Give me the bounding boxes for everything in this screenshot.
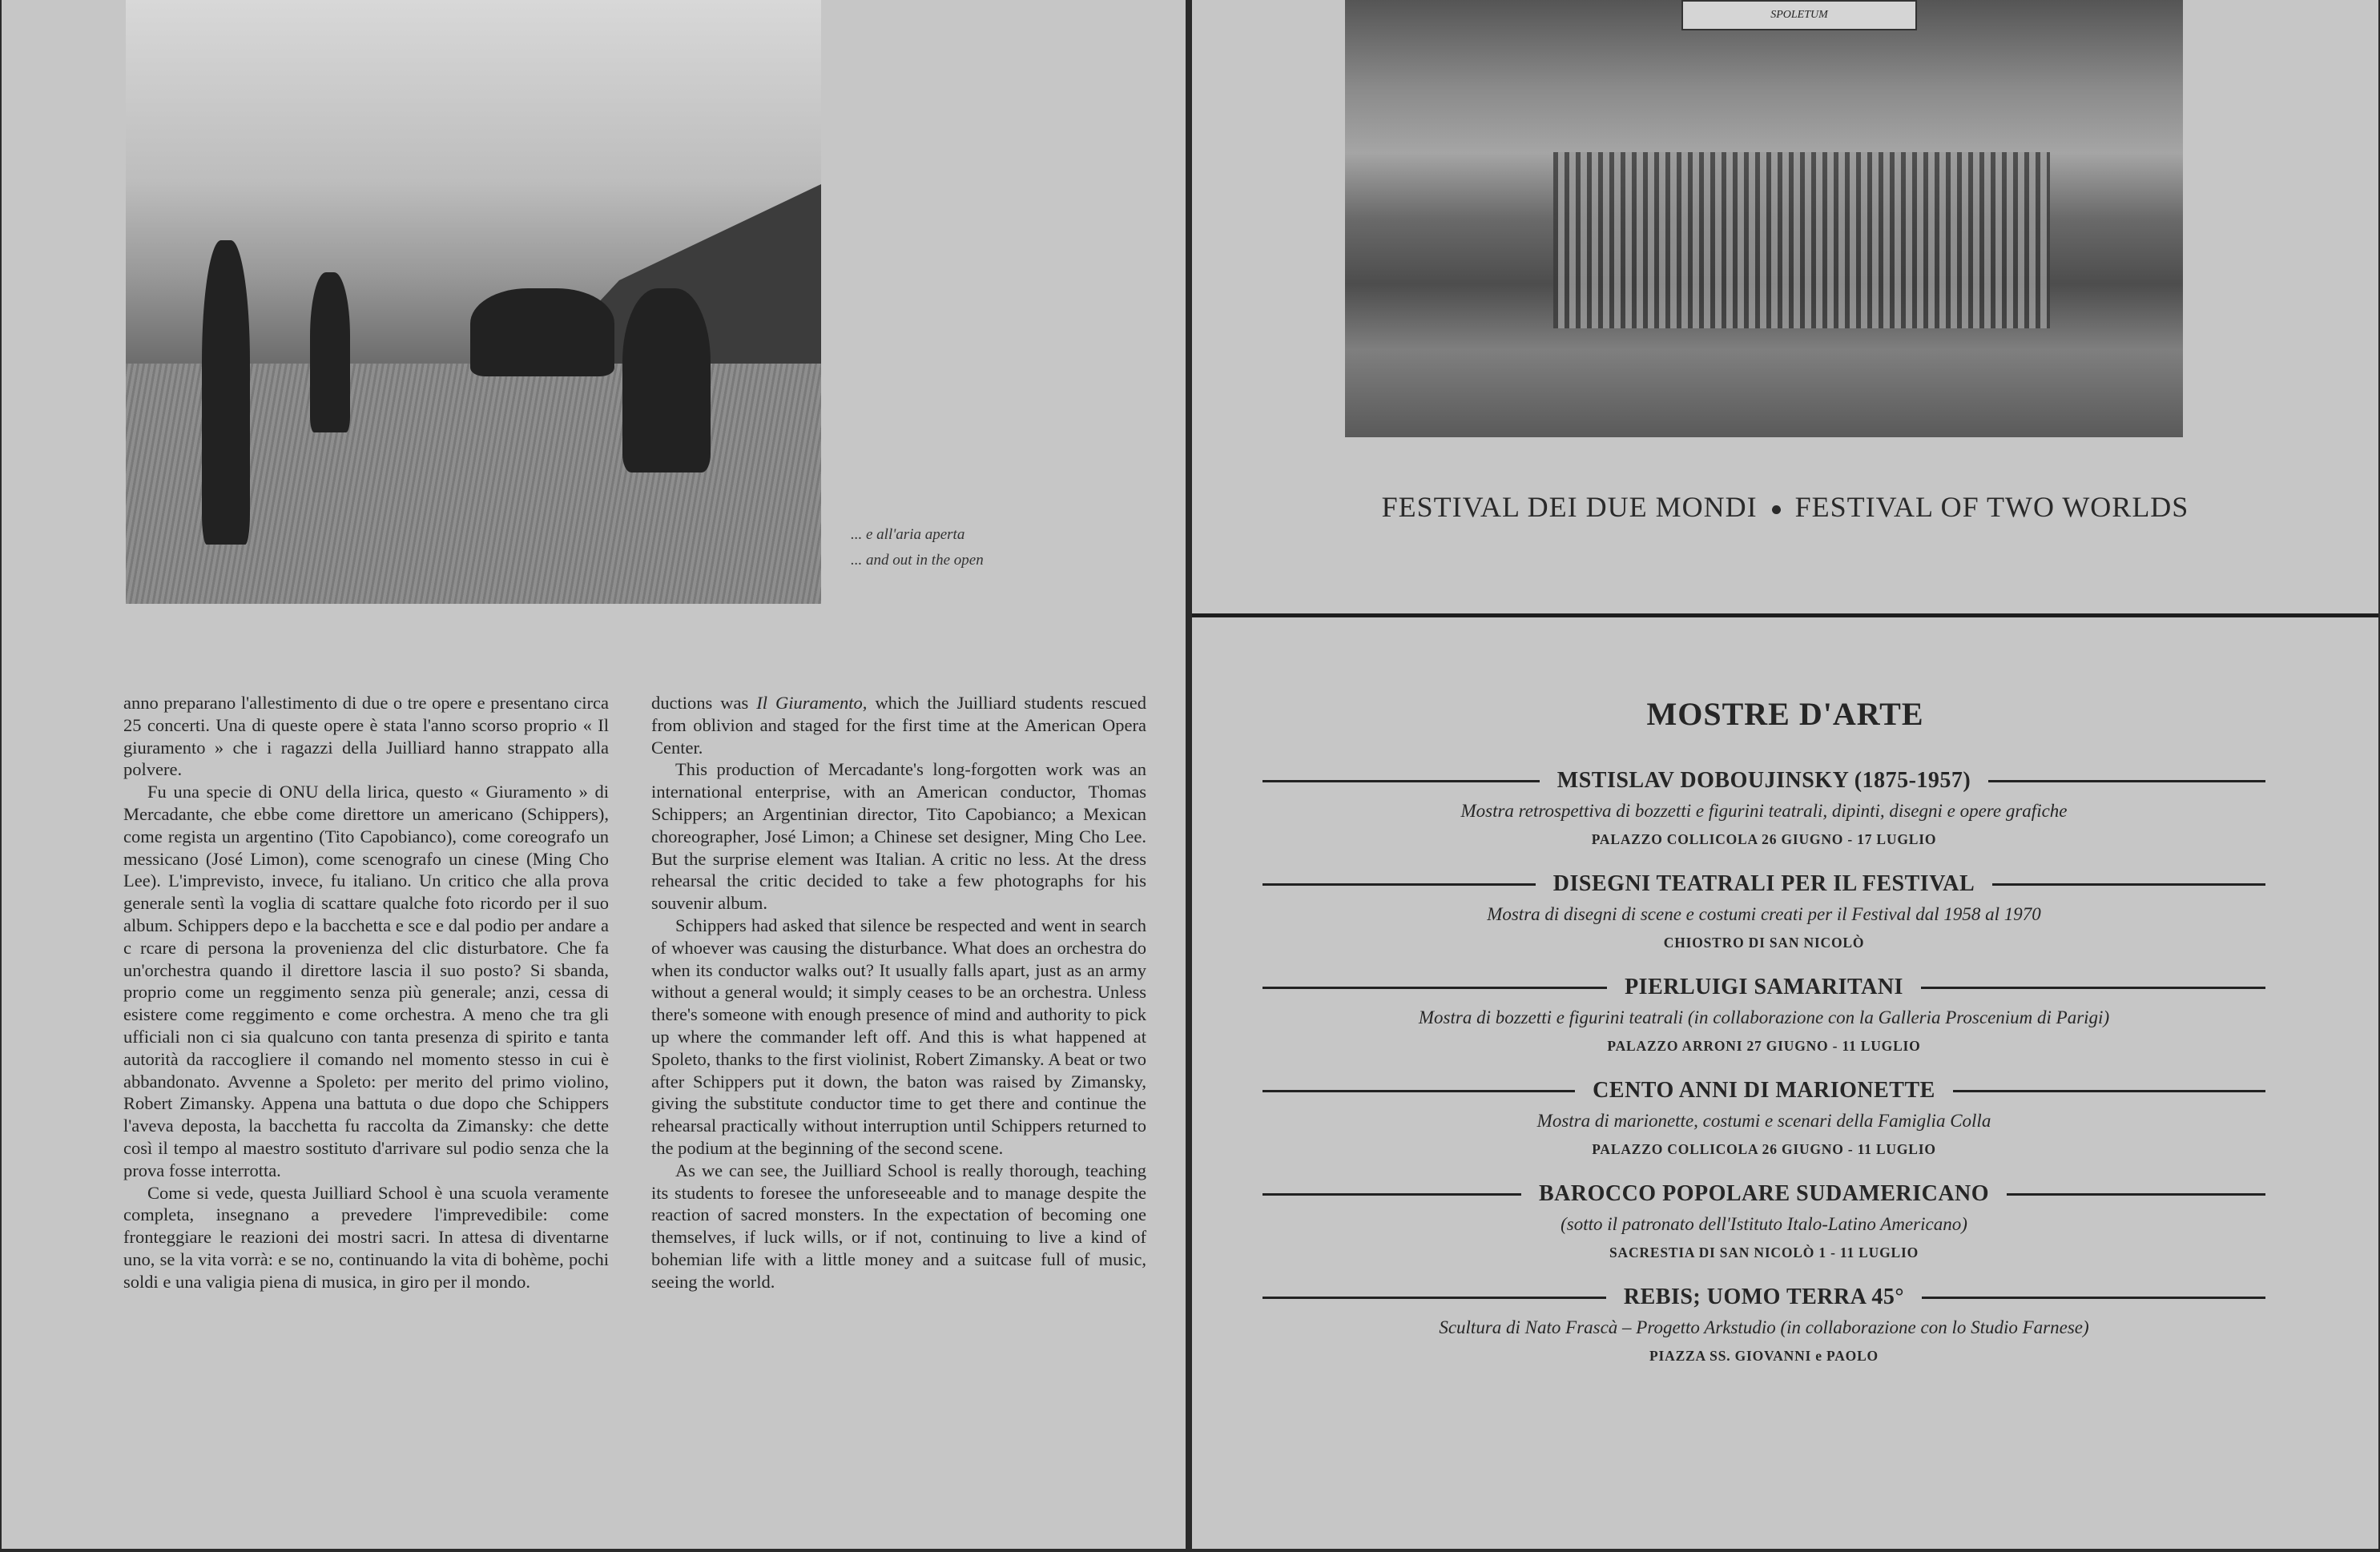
exhibition-description: Mostra di bozzetti e figurini teatrali (in collaborazione con la Galleria Proscenium di Parigi) — [1418, 1007, 2110, 1027]
rule-right — [1953, 1090, 2265, 1092]
exhibition-title: CENTO ANNI DI MARIONETTE — [1593, 1078, 1935, 1103]
exhibition-entry — [1262, 1077, 2265, 1158]
paragraph: Come si vede, questa Juilliard School è una scuola veramente completa, insegnano a prevedere l'imprevedibile: come fronteggiare le reazioni dei mostri sacri. In attesa di diventarne uno, se la vita vorrà: e se no, continuando la vita di bohème, pochi soldi e una valigia piena di musica, in giro per il mondo. — [123, 1182, 609, 1292]
exhibition-entry — [1262, 870, 2265, 951]
caption-italian: ... e all'aria aperta — [851, 526, 965, 543]
photo-caption — [851, 522, 984, 573]
exhibition-venue: PIAZZA SS. GIOVANNI e PAOLO — [1649, 1348, 1879, 1364]
section-title: MOSTRE D'ARTE — [1646, 696, 1924, 732]
rule-left — [1262, 987, 1607, 989]
exhibition-venue: PALAZZO ARRONI 27 GIUGNO - 11 LUGLIO — [1607, 1038, 1921, 1054]
exhibition-heading — [1262, 767, 2265, 794]
rule-right — [1992, 883, 2265, 886]
exhibition-heading — [1262, 870, 2265, 898]
rule-left — [1262, 1297, 1606, 1299]
exhibition-description: Mostra di disegni di scene e costumi creati per il Festival dal 1958 al 1970 — [1487, 904, 2041, 924]
photo-figure — [310, 272, 350, 432]
spoleto-engraving — [1345, 0, 2183, 437]
rule-left — [1262, 1193, 1521, 1196]
photo-figure — [622, 288, 711, 472]
exhibition-venue: PALAZZO COLLICOLA 26 GIUGNO - 11 LUGLIO — [1592, 1141, 1936, 1157]
exhibition-description: Mostra retrospettiva di bozzetti e figurini teatrali, dipinti, disegni e opere grafiche — [1460, 801, 2068, 821]
paragraph: Fu una specie di ONU della lirica, questo « Giuramento » di Mercadante, che ebbe come direttore un americano (Schippers), come regista un argentino (Tito Capobianco), come coreografo un messicano (José Limon), come scenografo un cinese (Ming Cho Lee). L'imprevisto, invece, fu italiano. Un critico che alla prova generale sentì la voglia di scattare qualche foto ricordo per il suo album. Schippers depo e la bacchetta e sce e dal podio per andare a c rcare di persona la provenienza del clic disturbatore. Che fa un'orchestra quando il direttore lascia il suo posto? Si sbanda, proprio come un reggimento senza più generale; anzi, cessa di esistere come reggimento e come orchestra. A meno che tra gli ufficiali non ci sia qualcuno con tanta presenza di spirito e tanta autorità da raccogliere il comando nel momento stesso in cui è abbandonato. Avvenne a Spoleto: per merito del primo violino, Robert Zimansky. Appena una battuta o due dopo che Schippers l'aveva deposta, la bacchetta fu raccolta da Zimansky: che dette così il tempo al maestro sostituto d'arrivare sul podio senza che la prova fosse interrotta. — [123, 782, 609, 1180]
exhibition-title: PIERLUIGI SAMARITANI — [1625, 975, 1903, 999]
text: which the Juilliard students rescued from oblivion and staged for the first time at the American Opera Center. — [651, 693, 1146, 758]
exhibition-entry — [1262, 767, 2265, 848]
exhibition-entry — [1262, 1284, 2265, 1365]
rule-left — [1262, 1090, 1575, 1092]
exhibition-venue: PALAZZO COLLICOLA 26 GIUGNO - 17 LUGLIO — [1591, 831, 1937, 847]
italian-text-column — [123, 692, 609, 1293]
outdoor-group-photo — [126, 0, 821, 604]
page-divider — [1192, 613, 2378, 617]
text: ductions was — [651, 693, 757, 713]
exhibition-title: DISEGNI TEATRALI PER IL FESTIVAL — [1552, 871, 1975, 896]
exhibition-venue: SACRESTIA DI SAN NICOLÒ 1 - 11 LUGLIO — [1609, 1244, 1919, 1260]
left-page — [2, 0, 1186, 1549]
engraving-banner: SPOLETUM — [1681, 0, 1917, 30]
rule-right — [1922, 1297, 2265, 1299]
paragraph: As we can see, the Juilliard School is really thorough, teaching its students to foresee the unforeseeable and to manage despite the reaction of sacred monsters. In the expectation of becoming one themselves, if luck wills, or if not, continuing to live a kind of bohemian life with a little money and a suitcase full of music, seeing the world. — [651, 1160, 1146, 1292]
rule-left — [1262, 883, 1536, 886]
exhibition-heading — [1262, 1180, 2265, 1208]
exhibition-entry — [1262, 1180, 2265, 1261]
exhibition-heading — [1262, 974, 2265, 1001]
rule-right — [1988, 780, 2265, 782]
rule-left — [1262, 780, 1540, 782]
rule-right — [2007, 1193, 2265, 1196]
paragraph — [651, 692, 1146, 758]
opera-title: Il Giuramento, — [756, 693, 868, 713]
exhibition-description: Mostra di marionette, costumi e scenari della Famiglia Colla — [1536, 1111, 1991, 1131]
exhibition-title: BAROCCO POPOLARE SUDAMERICANO — [1538, 1181, 1990, 1206]
exhibition-heading — [1262, 1077, 2265, 1104]
caption-english: ... and out in the open — [851, 552, 984, 569]
exhibition-venue: CHIOSTRO DI SAN NICOLÒ — [1663, 935, 1865, 951]
exhibition-description: Scultura di Nato Frascà – Progetto Arkstudio (in collaborazione con lo Studio Farnese) — [1439, 1317, 2089, 1337]
rule-right — [1921, 987, 2265, 989]
exhibition-heading — [1262, 1284, 2265, 1311]
photo-figure — [202, 240, 250, 545]
right-page — [1192, 0, 2378, 1549]
festival-english: FESTIVAL OF TWO WORLDS — [1794, 491, 2189, 523]
festival-heading — [1192, 490, 2378, 524]
festival-italian: FESTIVAL DEI DUE MONDI — [1381, 491, 1758, 523]
paragraph: This production of Mercadante's long-forgotten work was an international enterprise, with an American conductor, Thomas Schippers; an Argentinian director, Tito Capobianco; a Mexican choreographer, José Limon; a Chinese set designer, Ming Cho Lee. But the surprise element was Italian. A critic no less. At the dress rehearsal the critic decided to take a few photographs for his souvenir album. — [651, 759, 1146, 914]
photo-figure — [470, 288, 614, 376]
engraving-town — [1553, 152, 2050, 328]
paragraph: Schippers had asked that silence be respected and went in search of whoever was causing the disturbance. What does an orchestra do when its conductor walks out? It usually falls apart, just as an army without a general would; it simply ceases to be an orchestra. Unless there's someone with enough presence of mind and authority to pick up where the commander left off. And this is what happened at Spoleto, thanks to the first violinist, Robert Zimansky. A beat or two after Schippers put it down, the baton was raised by Zimansky, giving the substitute conductor time to get there and continue the rehearsal practically without interruption until Schippers returned to the podium at the beginning of the second scene. — [651, 915, 1146, 1158]
exhibition-entry — [1262, 974, 2265, 1055]
paragraph: anno preparano l'allestimento di due o tre opere e presentano circa 25 concerti. Una di queste opere è stata l'anno scorso proprio « Il giuramento » che i ragazzi della Juilliard hanno strappato alla polvere. — [123, 693, 609, 780]
bullet-icon — [1772, 505, 1781, 514]
exhibition-title: REBIS; UOMO TERRA 45° — [1623, 1285, 1905, 1309]
english-text-column — [651, 692, 1146, 1293]
exhibition-description: (sotto il patronato dell'Istituto Italo-Latino Americano) — [1560, 1214, 1967, 1234]
exhibition-title: MSTISLAV DOBOUJINSKY (1875-1957) — [1556, 768, 1971, 793]
